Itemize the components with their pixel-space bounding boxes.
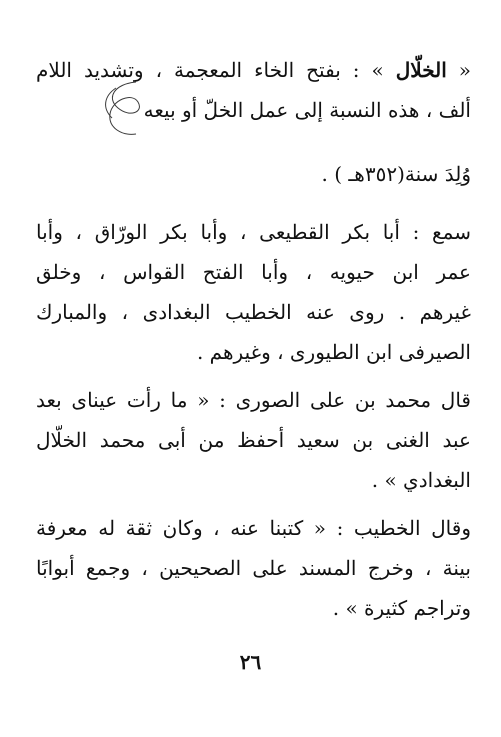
birth-line-1: وُلِدَ سنة(٣٥٢هـ ) . (321, 162, 471, 186)
khatib-line-1: وقال الخطيب : « كتبنا عنه ، وكان ثقة له معرفة (36, 516, 471, 540)
intro-line-2: ألف ، هذه النسبة إلى عمل الخلّ أو بيعه (143, 98, 471, 122)
headword: الخلّال (395, 58, 447, 82)
handwritten-flourish-mark (96, 78, 148, 140)
khatib-line-3: وتراجم كثيرة » . (332, 596, 471, 620)
suri-line-3: البغدادي » . (371, 468, 471, 492)
intro-line-1: « الخلّال » : بفتح الخاء المعجمة ، وتشديد اللام (36, 58, 471, 82)
page-number: ٢٦ (239, 650, 262, 674)
suri-line-1: قال محمد بن على الصورى : « ما رأت عيناى بعد (36, 388, 471, 412)
khatib-line-2: بينة ، وخرج المسند على الصحيحين ، وجمع أبوابًا (36, 556, 471, 580)
heard-line-1: سمع : أبا بكر القطيعى ، وأبا بكر الورّاق ، وأبا (36, 220, 471, 244)
paragraph-birth (36, 154, 471, 194)
paragraph-suri-quote (36, 380, 471, 500)
paragraph-khatib-quote (36, 508, 471, 628)
suri-line-2: عبد الغنى بن سعيد أحفظ من أبى محمد الخلّال (36, 428, 471, 452)
heard-line-2: عمر ابن حيويه ، وأبا الفتح القواس ، وخلق (36, 260, 471, 284)
heard-line-3: غيرهم . روى عنه الخطيب البغدادى ، والمبارك (36, 300, 471, 324)
paragraph-heard-from (36, 212, 471, 372)
heard-line-4: الصيرفى ابن الطيورى ، وغيرهم . (196, 340, 471, 364)
